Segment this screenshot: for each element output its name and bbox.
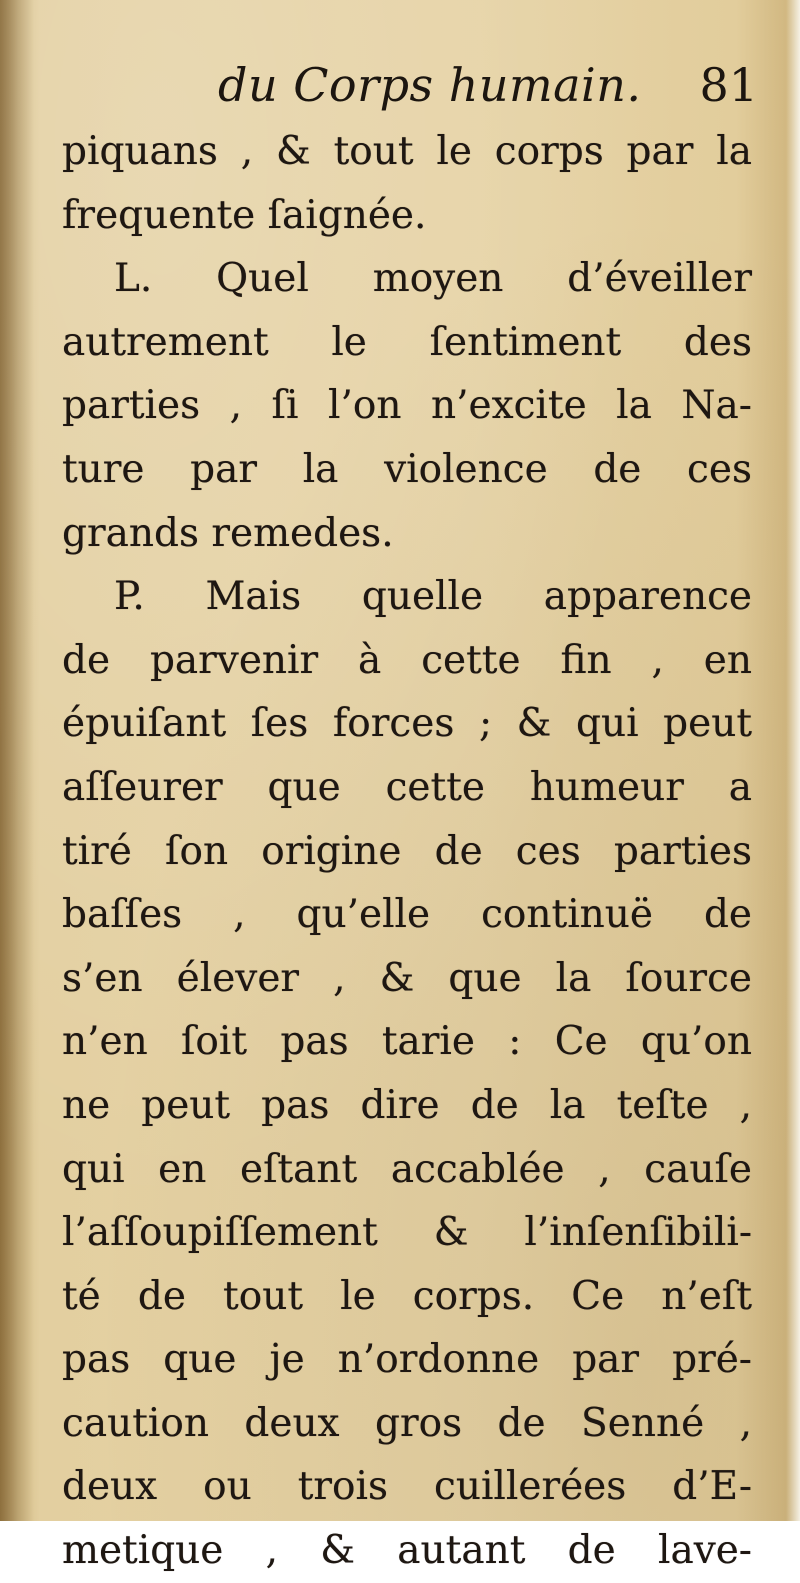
page-header [218,58,758,118]
text-line: L. Quel moyen d’éveiller [114,256,752,302]
text-line: deux ou trois cuillerées d’E- [62,1464,752,1510]
text-line: ne peut pas dire de la teſte , [62,1082,752,1128]
text-line: épuiſant ſes forces ; & qui peut [62,701,752,747]
text-line: grands remedes. [62,510,394,556]
text-line: de parvenir à cette fin , en [62,637,752,683]
text-line: frequente ſaignée. [62,192,427,238]
text-line: parties , ſi l’on n’excite la Na- [62,383,752,429]
text-line: tiré ſon origine de ces parties [62,828,752,874]
text-line: l’aſſoupiſſement & l’inſenſibili- [62,1210,752,1256]
text-line: pas que je n’ordonne par pré- [62,1337,752,1383]
text-line: té de tout le corps. Ce n’eſt [62,1273,752,1319]
page-edge [786,0,800,1521]
text-line: ture par la violence de ces [62,446,752,492]
text-line: metique , & autant de lave- [62,1528,752,1574]
text-line: autrement le ſentiment des [62,319,752,365]
page-body-text [62,120,752,1583]
text-line: P. Mais quelle apparence [114,574,752,620]
page-number: 81 [699,58,758,112]
text-line: n’en ſoit pas tarie : Ce qu’on [62,1019,752,1065]
running-title: du Corps humain. [218,58,642,112]
text-line: piquans , & tout le corps par la [62,129,752,174]
text-line: caution deux gros de Senné , [62,1400,752,1446]
text-line: s’en élever , & que la ſource [62,955,752,1001]
text-line: qui en eſtant accablée , cauſe [62,1146,752,1192]
text-line: baſſes , qu’elle continuë de [62,892,752,938]
text-line: aſſeurer que cette humeur a [62,764,752,810]
spine-shadow [0,0,34,1521]
